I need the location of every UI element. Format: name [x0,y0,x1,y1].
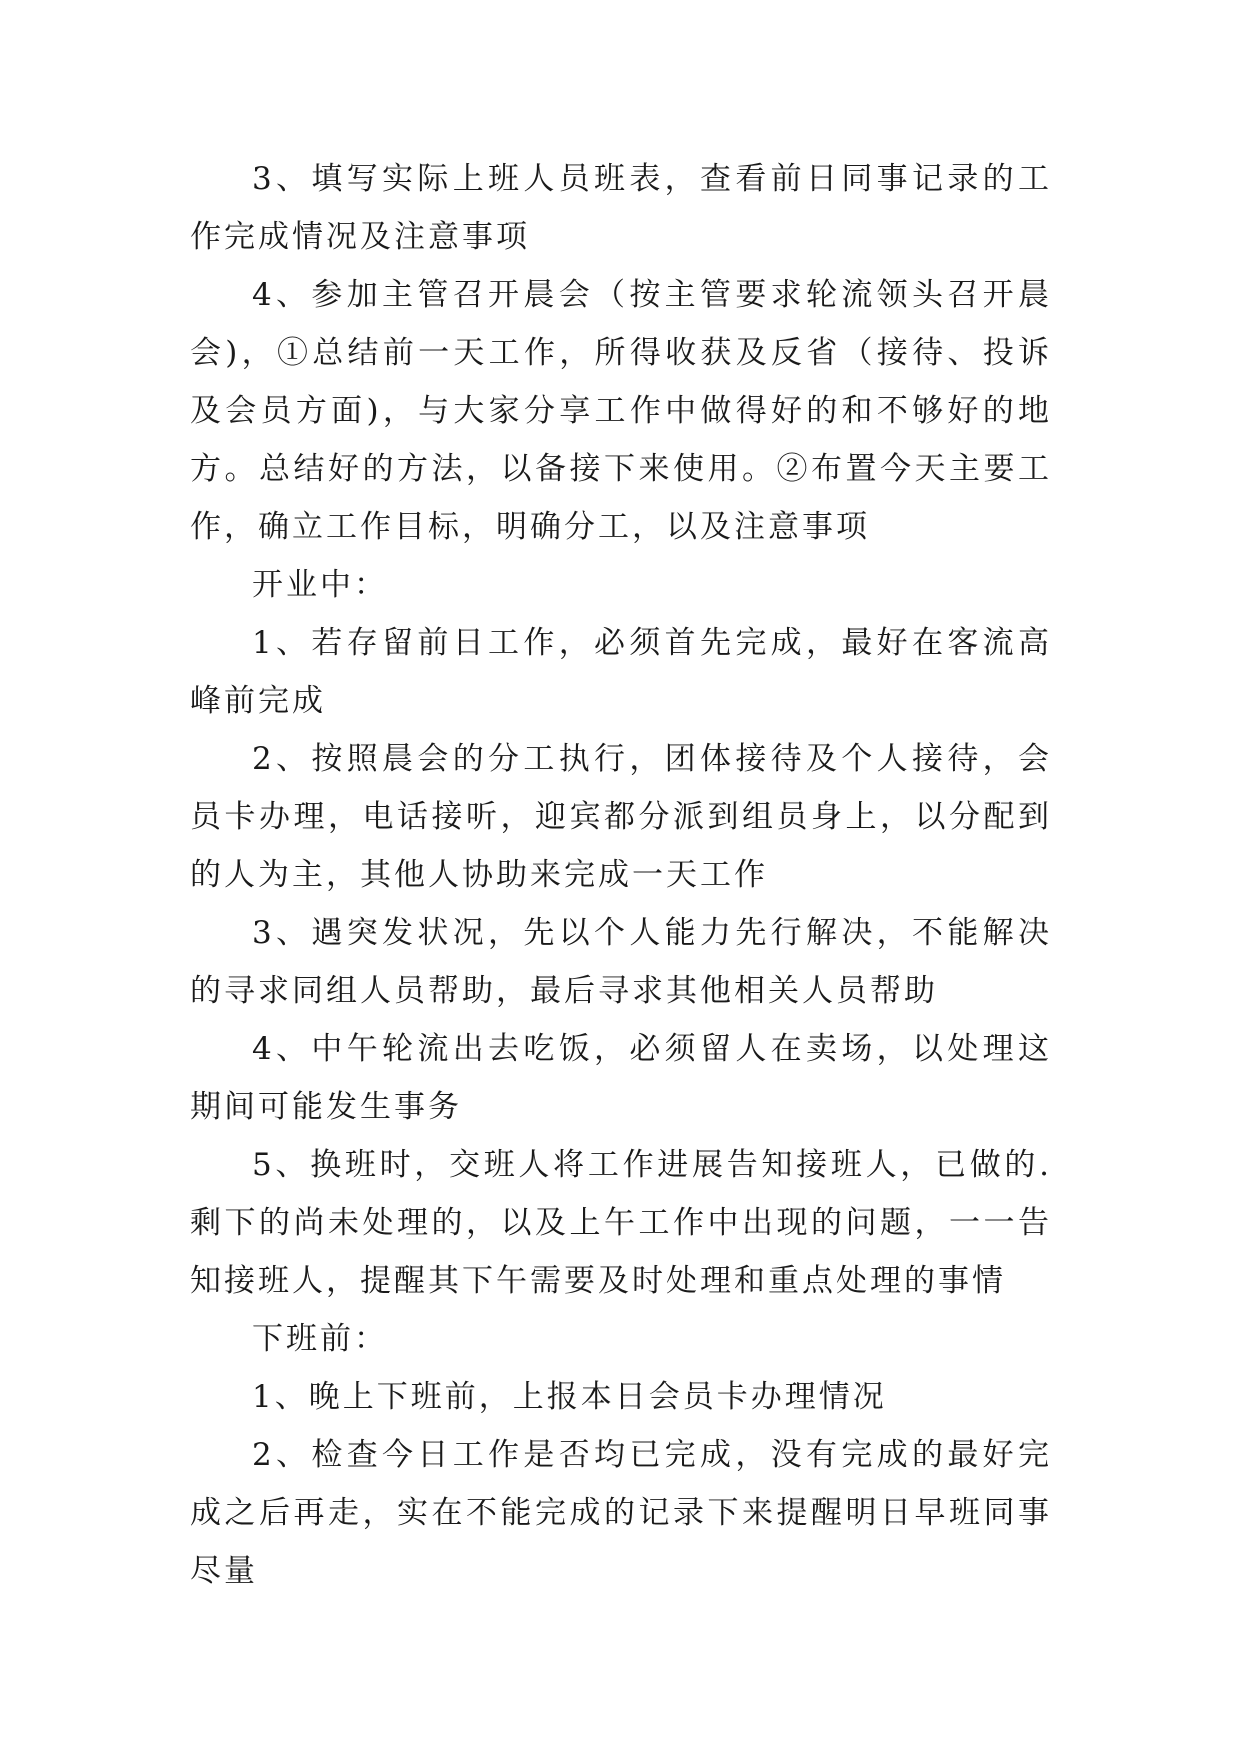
section-heading-before-leaving: 下班前： [252,1321,388,1357]
paragraph-item-4-lunch-rotation: 4、中午轮流出去吃饭，必须留人在卖场，以处理这期间可能发生事务 [190,1031,1052,1125]
paragraph-item-2-division-of-labor: 2、按照晨会的分工执行，团体接待及个人接待，会员卡办理，电话接听，迎宾都分派到组员身上，以分配到的人为主，其他人协助来完成一天工作 [190,741,1052,893]
document-page [190,150,1052,1600]
section-heading-during-business: 开业中： [252,567,388,603]
paragraph-item-3-emergencies: 3、遇突发状况，先以个人能力先行解决，不能解决的寻求同组人员帮助，最后寻求其他相关人员帮助 [190,915,1052,1009]
paragraph-item-5-shift-handover: 5、换班时，交班人将工作进展告知接班人，已做的.剩下的尚未处理的，以及上午工作中出现的问题，一一告知接班人，提醒其下午需要及时处理和重点处理的事情 [190,1147,1052,1299]
paragraph-item-4-morning-meeting: 4、参加主管召开晨会（按主管要求轮流领头召开晨会)，①总结前一天工作，所得收获及反省（接待、投诉及会员方面)，与大家分享工作中做得好的和不够好的地方。总结好的方法，以备接下来使用。②布置今天主要工作，确立工作目标，明确分工，以及注意事项 [190,277,1052,545]
paragraph-item-1-leftover-work: 1、若存留前日工作，必须首先完成，最好在客流高峰前完成 [190,625,1052,719]
paragraph-item-2-check-work: 2、检查今日工作是否均已完成，没有完成的最好完成之后再走，实在不能完成的记录下来提醒明日早班同事尽量 [190,1437,1052,1589]
paragraph-item-3-roster: 3、填写实际上班人员班表，查看前日同事记录的工作完成情况及注意事项 [190,161,1052,255]
paragraph-item-1-membership-report: 1、晚上下班前，上报本日会员卡办理情况 [252,1379,887,1415]
